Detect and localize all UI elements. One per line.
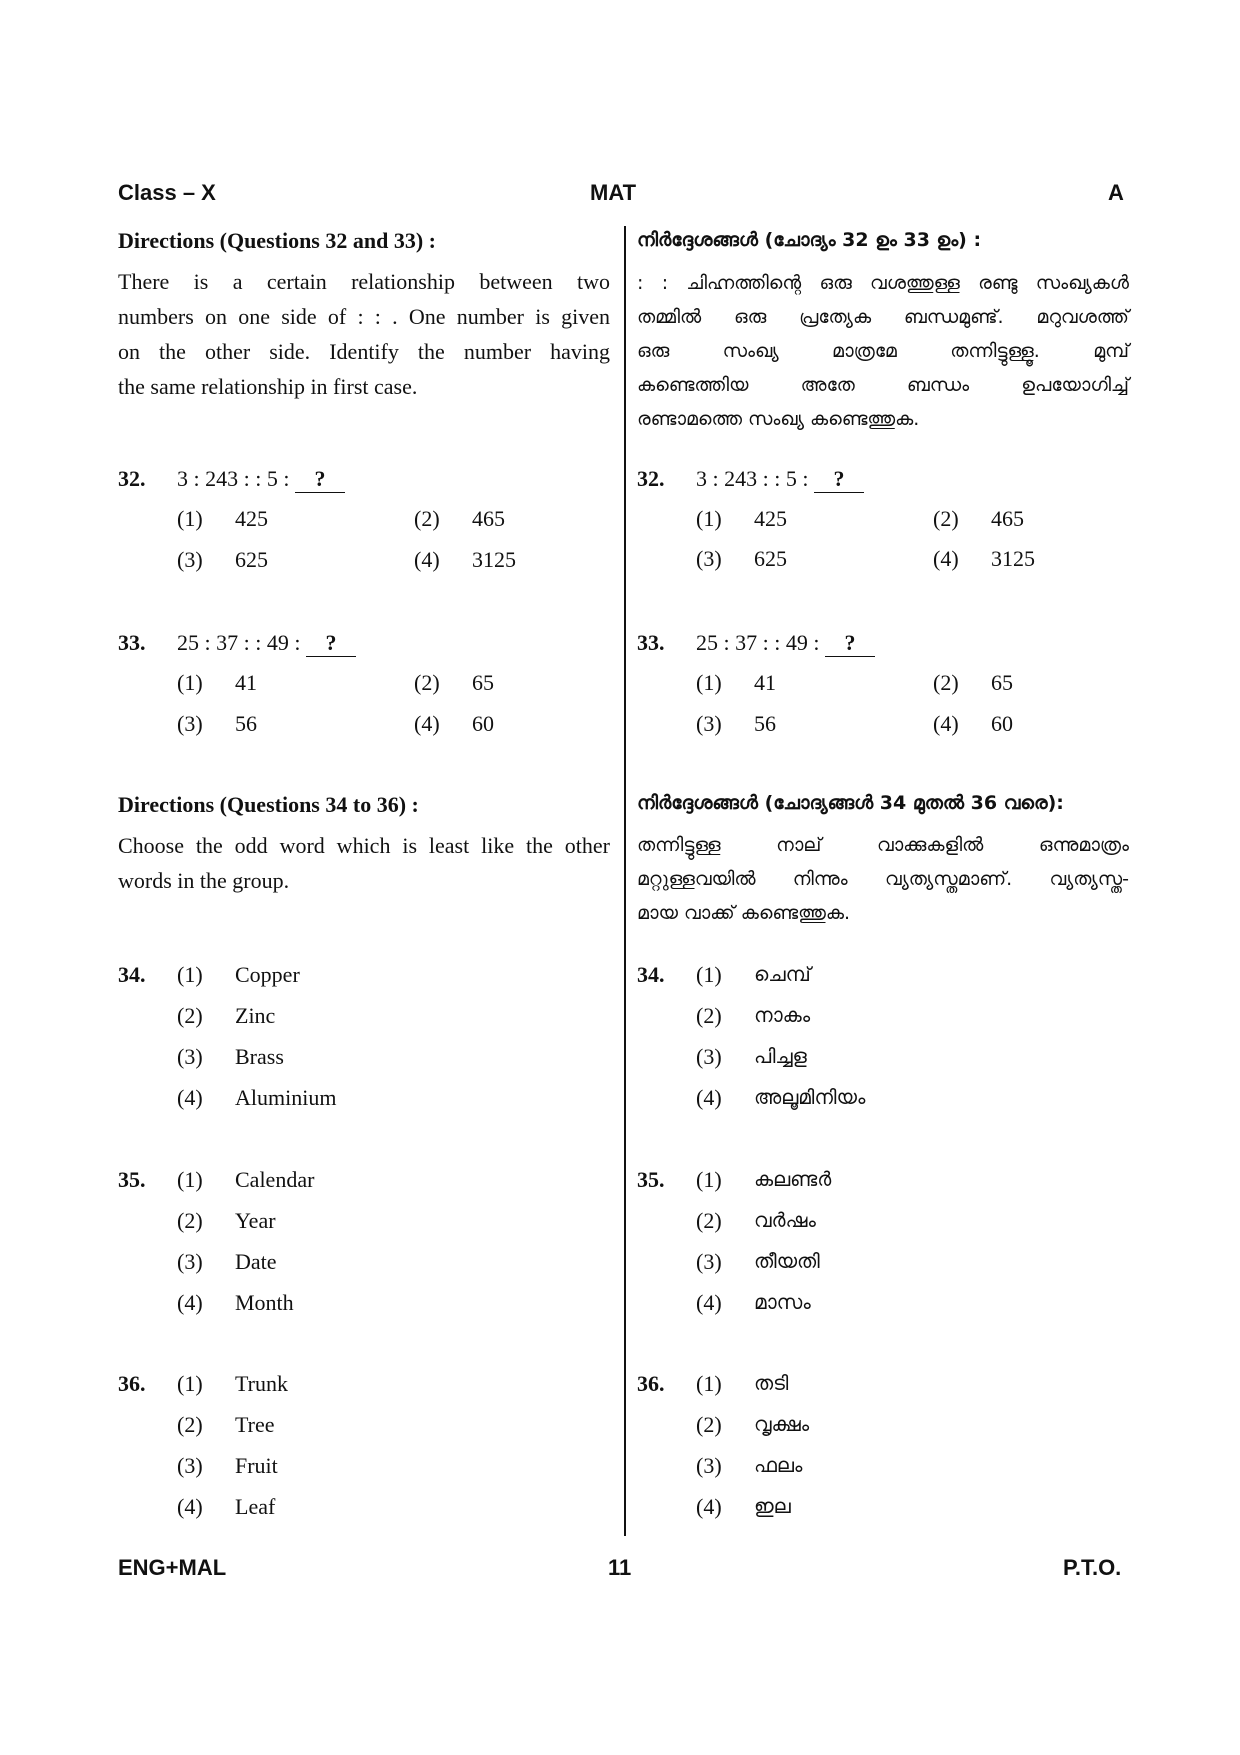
- question-number: 33.: [637, 630, 665, 655]
- answer-blank: ?: [306, 630, 356, 657]
- question-text: 25 : 37 : : 49 : ?: [696, 630, 875, 657]
- directions-text-34-36: തന്നിട്ടുള്ള നാല് വാക്കുകളിൽ ഒന്നുമാത്രം മറ്റുള്ളവയിൽ നിന്നും വ്യത്യസ്തമാണ്. വ്യത്യസ്ത- മായ വാക്ക് കണ്ടെത്തുക.: [637, 834, 1129, 924]
- directions-title-34-36: Directions (Questions 34 to 36) :: [118, 792, 419, 817]
- header-subject: MAT: [590, 180, 637, 205]
- column-divider: [624, 226, 626, 1536]
- directions-text-32-33: : : ചിഹ്നത്തിന്റെ ഒരു വശത്തുള്ള രണ്ടു സംഖ്യകൾ തമ്മിൽ ഒരു പ്രത്യേക ബന്ധമുണ്ട്. മറുവശത്ത് ഒരു സംഖ്യ മാത്രമേ തന്നിട്ടുള്ളൂ. മുമ്പ് കണ്ടെത്തിയ അതേ ബന്ധം ഉപയോഗിച്ച് രണ്ടാമത്തെ സംഖ്യ കണ്ടെത്തുക.: [637, 272, 1130, 430]
- footer-language: ENG+MAL: [118, 1555, 227, 1580]
- question-number: 33.: [118, 630, 146, 655]
- page-number: 11: [608, 1555, 632, 1580]
- question-number: 34.: [118, 962, 146, 987]
- question-number: 36.: [637, 1371, 665, 1396]
- question-number: 35.: [118, 1167, 146, 1192]
- answer-blank: ?: [295, 466, 345, 493]
- directions-title-34-36: നിർദ്ദേശങ്ങൾ (ചോദ്യങ്ങൾ 34 മുതൽ 36 വരെ):: [637, 792, 1064, 814]
- question-text: 25 : 37 : : 49 : ?: [177, 630, 356, 657]
- header-booklet-code: A: [1108, 180, 1124, 205]
- question-number: 36.: [118, 1371, 146, 1396]
- question-number: 34.: [637, 962, 665, 987]
- directions-title-32-33: Directions (Questions 32 and 33) :: [118, 228, 436, 253]
- question-text: 3 : 243 : : 5 : ?: [177, 466, 345, 493]
- question-number: 35.: [637, 1167, 665, 1192]
- directions-text-32-33: There is a certain relationship between two numbers on one side of : : . One number is given on the other side. Identify the number having the same relationship in first case.: [118, 269, 610, 399]
- question-number: 32.: [118, 466, 146, 491]
- answer-blank: ?: [825, 630, 875, 657]
- directions-text-34-36: Choose the odd word which is least like the other words in the group.: [118, 833, 610, 893]
- question-number: 32.: [637, 466, 665, 491]
- question-text: 3 : 243 : : 5 : ?: [696, 466, 864, 493]
- directions-title-32-33: നിർദ്ദേശങ്ങൾ (ചോദ്യം 32 ഉം 33 ഉം) :: [637, 229, 982, 251]
- header-class: Class – X: [118, 180, 216, 205]
- answer-blank: ?: [814, 466, 864, 493]
- footer-pto: P.T.O.: [1063, 1555, 1122, 1580]
